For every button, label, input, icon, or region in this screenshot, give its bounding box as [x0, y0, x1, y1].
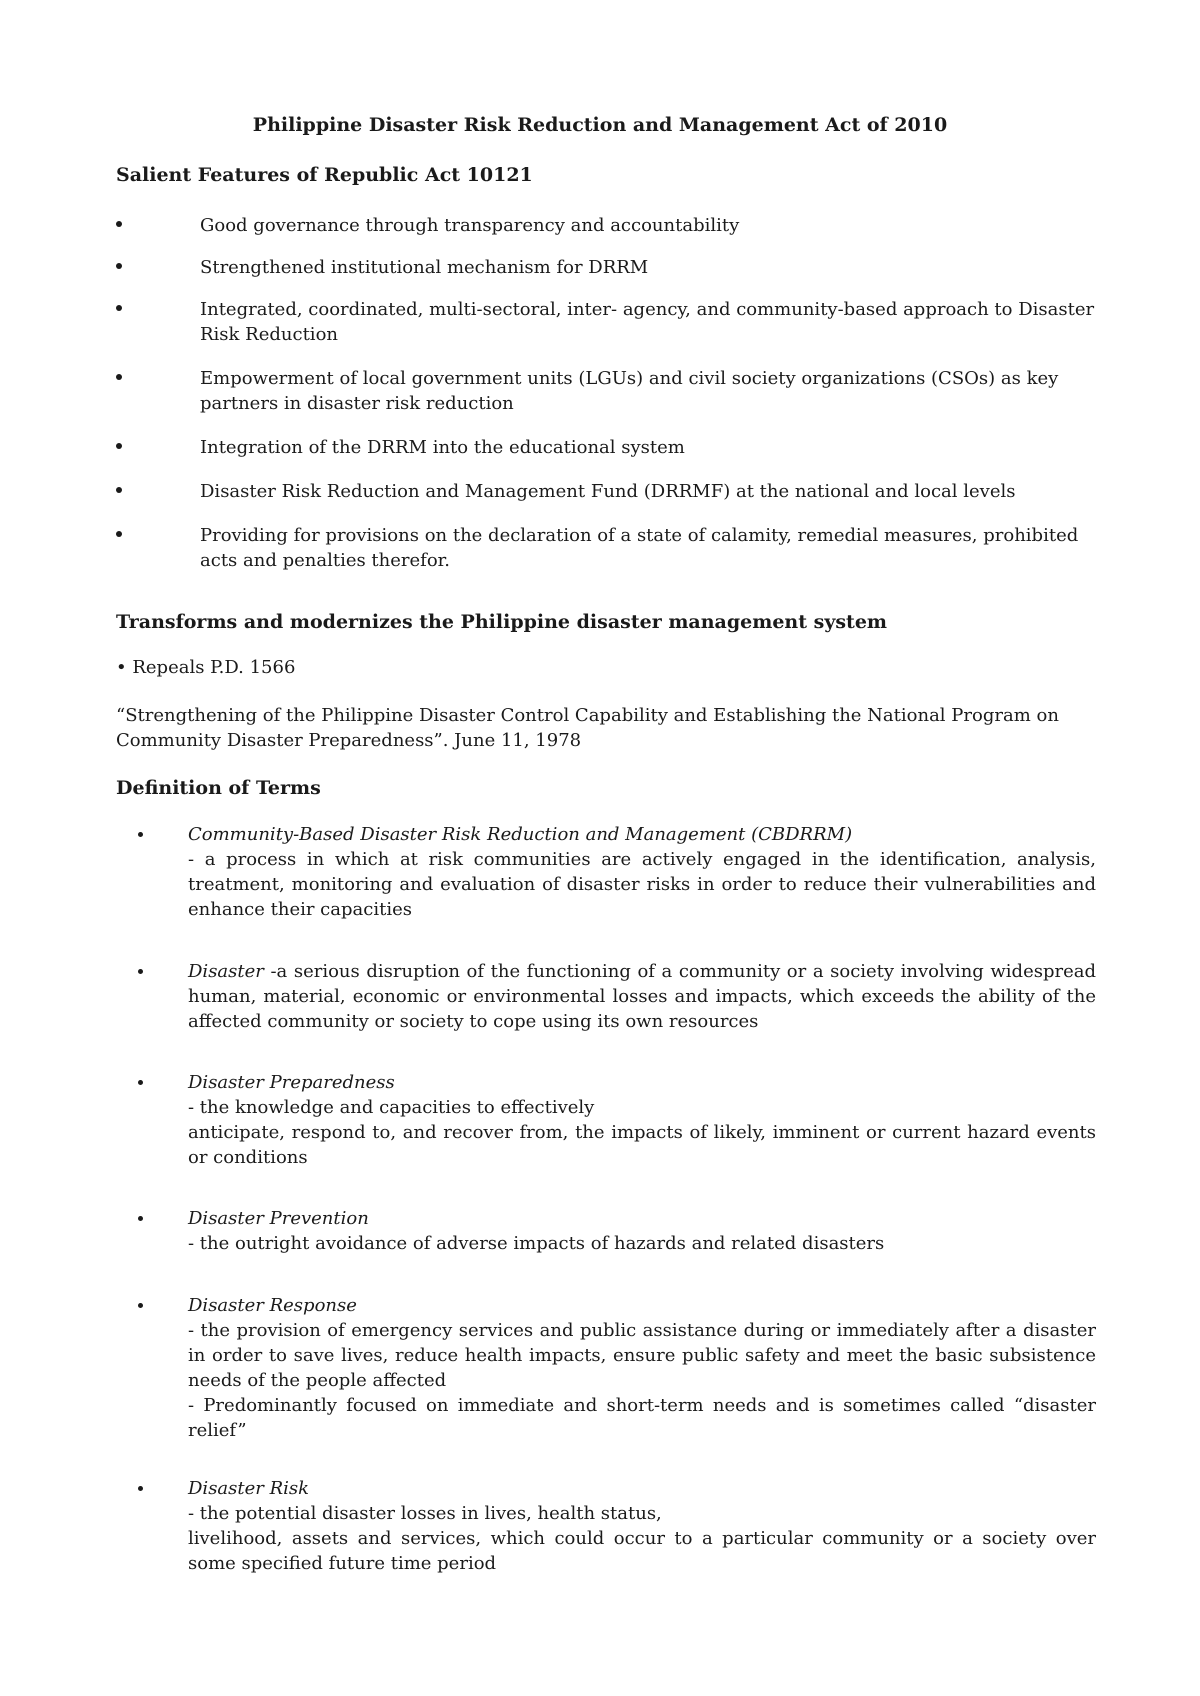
- definition-text: - a process in which at risk communities are actively engaged in the identification, analysis, treatment, monitoring and evaluation of disaster risks in order to reduce their vulnerabilities and enhance their capacities: [188, 849, 1096, 920]
- bullet-icon: [116, 305, 122, 311]
- definition-text: - the potential disaster losses in lives, health status,: [188, 1503, 662, 1524]
- definition-term: Disaster Risk: [188, 1478, 310, 1499]
- feature-text: Empowerment of local government units (LGUs) and civil society organizations (CSOs) as key partners in disaster risk reduction: [200, 368, 1059, 414]
- feature-text: Integrated, coordinated, multi-sectoral, inter- agency, and community-based approach to Disaster Risk Reduction: [200, 299, 1095, 345]
- bullet-icon: [116, 221, 122, 227]
- quote-paragraph: “Strengthening of the Philippine Disaster Control Capability and Establishing the National Program on Community Disaster Preparedness”. June 11, 1978: [116, 705, 1059, 751]
- definition-term: Disaster: [188, 961, 264, 982]
- definition-text-continued: anticipate, respond to, and recover from, the impacts of likely, imminent or current hazard events or conditions: [188, 1122, 1096, 1168]
- bullet-icon: [138, 1303, 143, 1308]
- bullet-icon: [116, 487, 122, 493]
- feature-text: Integration of the DRRM into the educational system: [200, 437, 685, 458]
- definition-term: Disaster Prevention: [188, 1208, 369, 1229]
- definition-term: Community-Based Disaster Risk Reduction and Management (CBDRRM): [188, 824, 853, 845]
- definition-text-continued: - Predominantly focused on immediate and short-term needs and is sometimes called “disaster relief”: [188, 1395, 1096, 1441]
- document-title: Philippine Disaster Risk Reduction and Management Act of 2010: [252, 114, 948, 136]
- feature-text: Strengthened institutional mechanism for DRRM: [200, 257, 649, 278]
- definition-text: - the knowledge and capacities to effectively: [188, 1097, 595, 1118]
- bullet-icon: [138, 969, 143, 974]
- repeals-line: • Repeals P.D. 1566: [116, 657, 296, 678]
- bullet-icon: [116, 374, 122, 380]
- definition-of-terms-heading: Definition of Terms: [116, 777, 321, 799]
- bullet-icon: [138, 1216, 143, 1221]
- definition-text-continued: livelihood, assets and services, which could occur to a particular community or a society over some specified future time period: [188, 1528, 1096, 1574]
- salient-features-heading: Salient Features of Republic Act 10121: [116, 164, 533, 186]
- feature-text: Good governance through transparency and accountability: [200, 215, 740, 236]
- feature-text: Disaster Risk Reduction and Management Fund (DRRMF) at the national and local levels: [200, 481, 1016, 502]
- bullet-icon: [138, 1486, 143, 1491]
- definition-text: -a serious disruption of the functioning of a community or a society involving widespread human, material, economic or environmental losses and impacts, which exceeds the ability of the affected community or society to cope using its own resources: [188, 961, 1096, 1032]
- definition-term: Disaster Preparedness: [188, 1072, 395, 1093]
- bullet-icon: [138, 832, 143, 837]
- bullet-icon: [116, 531, 122, 537]
- bullet-icon: [116, 443, 122, 449]
- definition-text: - the outright avoidance of adverse impacts of hazards and related disasters: [188, 1233, 885, 1254]
- bullet-icon: [116, 263, 122, 269]
- feature-text: Providing for provisions on the declaration of a state of calamity, remedial measures, prohibited acts and penalties therefor.: [200, 525, 1079, 571]
- definition-term: Disaster Response: [188, 1295, 357, 1316]
- bullet-icon: [138, 1080, 143, 1085]
- definition-text: - the provision of emergency services and public assistance during or immediately after a disaster in order to save lives, reduce health impacts, ensure public safety and meet the basic subsistence needs of the people affected: [188, 1320, 1096, 1391]
- transforms-heading: Transforms and modernizes the Philippine disaster management system: [116, 611, 888, 633]
